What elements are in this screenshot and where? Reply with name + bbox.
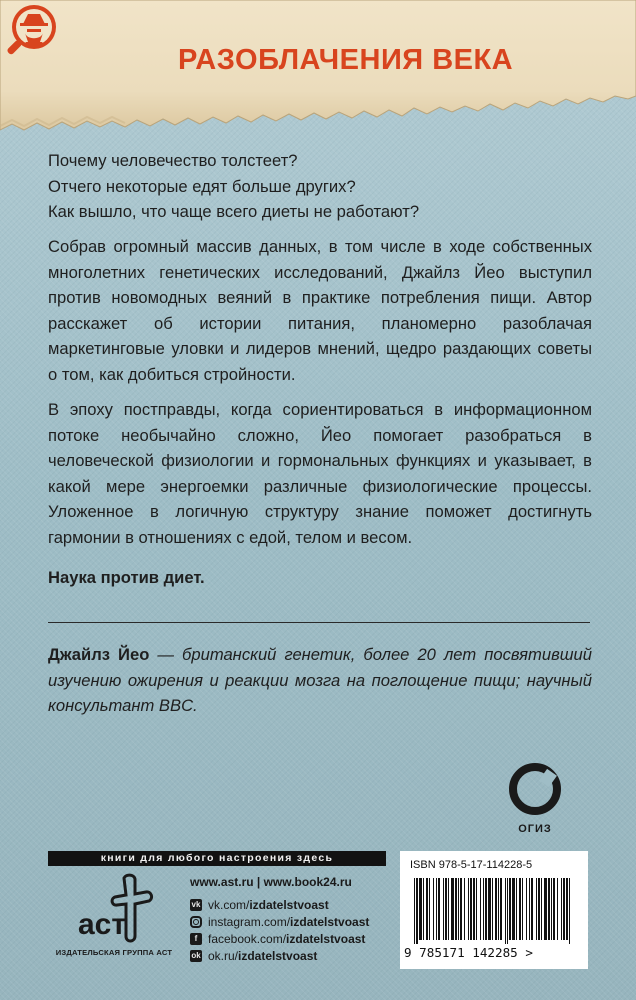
barcode-bar xyxy=(483,878,484,940)
barcode-bar xyxy=(566,878,568,940)
barcode-bar xyxy=(436,878,437,940)
barcode-bar xyxy=(498,878,499,940)
barcode-bar xyxy=(445,878,447,940)
barcode-bar xyxy=(495,878,497,940)
barcode-bar xyxy=(426,878,428,940)
facebook-icon: f xyxy=(190,933,202,945)
question-list xyxy=(48,148,592,225)
barcode-bar xyxy=(429,878,430,940)
barcode-bar xyxy=(529,878,530,940)
barcode-bar xyxy=(455,878,457,940)
barcode-bar xyxy=(519,878,521,940)
barcode-bar xyxy=(448,878,449,940)
social-link-facebook[interactable]: f facebook.com/izdatelstvoast xyxy=(190,930,369,947)
barcode-bar xyxy=(526,878,527,940)
barcode-bar xyxy=(538,878,540,940)
imprint-label: ОГИЗ xyxy=(518,823,552,835)
author-name: Джайлз Йео xyxy=(48,645,150,664)
paragraph-text: В эпоху постправды, когда сориентироваться в информационном потоке необычайно сложно, Йео помогает разобраться в человеческой физиологии и гормональных функциях и указывает, в какой мере энергоемки различные физиологические процессы. Уложенное в логичную структуру знание поможет достигнуть гармонии в отношениях с едой, телом и весом. xyxy=(48,400,592,547)
barcode-bar xyxy=(414,878,415,944)
detective-magnifier-icon xyxy=(0,0,62,62)
ast-logo-text: аст xyxy=(78,908,127,941)
barcode-box xyxy=(400,851,588,969)
barcode-bar xyxy=(458,878,459,940)
social-link-vk[interactable]: vk vk.com/izdatelstvoast xyxy=(191,897,329,912)
social-links xyxy=(190,896,369,964)
barcode-bar xyxy=(476,878,477,940)
instagram-icon xyxy=(190,916,202,928)
tagline: Наука против диет. xyxy=(48,568,205,587)
barcode-bar xyxy=(561,878,562,940)
website-links[interactable]: www.ast.ru | www.book24.ru xyxy=(190,875,352,889)
barcode-bar xyxy=(553,878,555,940)
barcode-bar xyxy=(438,878,440,940)
barcode-bar xyxy=(505,878,506,944)
barcode-bar xyxy=(541,878,542,940)
barcode-bar xyxy=(416,878,418,944)
social-link-instagram[interactable]: instagram.com/izdatelstvoast xyxy=(190,913,369,930)
isbn-text: ISBN 978-5-17-114228-5 xyxy=(410,859,533,871)
barcode-bar xyxy=(464,878,465,940)
series-banner xyxy=(0,0,636,132)
barcode-bar xyxy=(451,878,454,940)
barcode-bar xyxy=(500,878,502,940)
barcode-bar xyxy=(460,878,462,940)
barcode-bar xyxy=(563,878,565,940)
author-bio xyxy=(48,642,592,719)
author-description: — британский генетик, более 20 лет посвятивший изучению ожирения и реакции мозга на поглощение пищи; научный консультант BBC. xyxy=(48,645,592,715)
barcode-bar xyxy=(488,878,491,940)
barcode-bar xyxy=(569,878,570,944)
imprint-logo xyxy=(507,763,563,853)
barcode-bar xyxy=(512,878,515,940)
barcode-bar xyxy=(509,878,511,940)
ast-logo-icon xyxy=(72,872,162,952)
vk-icon: vk xyxy=(191,899,201,909)
barcode-bar xyxy=(433,878,434,940)
barcode-bar xyxy=(423,878,424,940)
barcode-bar xyxy=(531,878,533,940)
barcode-icon xyxy=(414,878,576,944)
description-paragraph xyxy=(48,234,592,387)
barcode-bar xyxy=(557,878,558,940)
barcode-bar xyxy=(480,878,481,940)
barcode-bar xyxy=(470,878,472,940)
question-line: Как вышло, что чаще всего диеты не работают? xyxy=(48,202,420,221)
barcode-bar xyxy=(473,878,475,940)
description-paragraph xyxy=(48,397,592,550)
slogan-bar: книги для любого настроения здесь xyxy=(48,851,386,866)
barcode-bar xyxy=(492,878,493,940)
barcode-bar xyxy=(548,878,550,940)
paragraph-text: Собрав огромный массив данных, в том числе в ходе собственных многолетних генетических исследований, Джайлз Йео выступил против новомодных веяний в практике потребления пищи. Автор расскажет об истории питания, планомерно разоблачая маркетинговые уловки и лидеров мнений, щедро раздающих советы о том, как добиться стройности. xyxy=(48,237,592,384)
odnoklassniki-icon: ok xyxy=(191,950,201,960)
barcode-bar xyxy=(443,878,444,940)
barcode-bar xyxy=(507,878,508,944)
ring-icon xyxy=(509,763,561,815)
divider xyxy=(48,622,590,623)
barcode-bar xyxy=(551,878,552,940)
question-line: Почему человечество толстеет? xyxy=(48,151,298,170)
barcode-digits: 9 785171 142285 > xyxy=(404,945,533,960)
barcode-bar xyxy=(468,878,469,940)
publisher-group-caption: ИЗДАТЕЛЬСКАЯ ГРУППА АСТ xyxy=(55,948,173,957)
barcode-bar xyxy=(419,878,422,940)
barcode-bar xyxy=(544,878,547,940)
social-link-odnoklassniki[interactable]: ok ok.ru/izdatelstvoast xyxy=(191,948,318,963)
barcode-bar xyxy=(536,878,537,940)
barcode-bar xyxy=(522,878,523,940)
barcode-bar xyxy=(485,878,487,940)
question-line: Отчего некоторые едят больше других? xyxy=(48,176,356,196)
barcode-bar xyxy=(516,878,517,940)
series-title: РАЗОБЛАЧЕНИЯ ВЕКА xyxy=(178,44,514,76)
